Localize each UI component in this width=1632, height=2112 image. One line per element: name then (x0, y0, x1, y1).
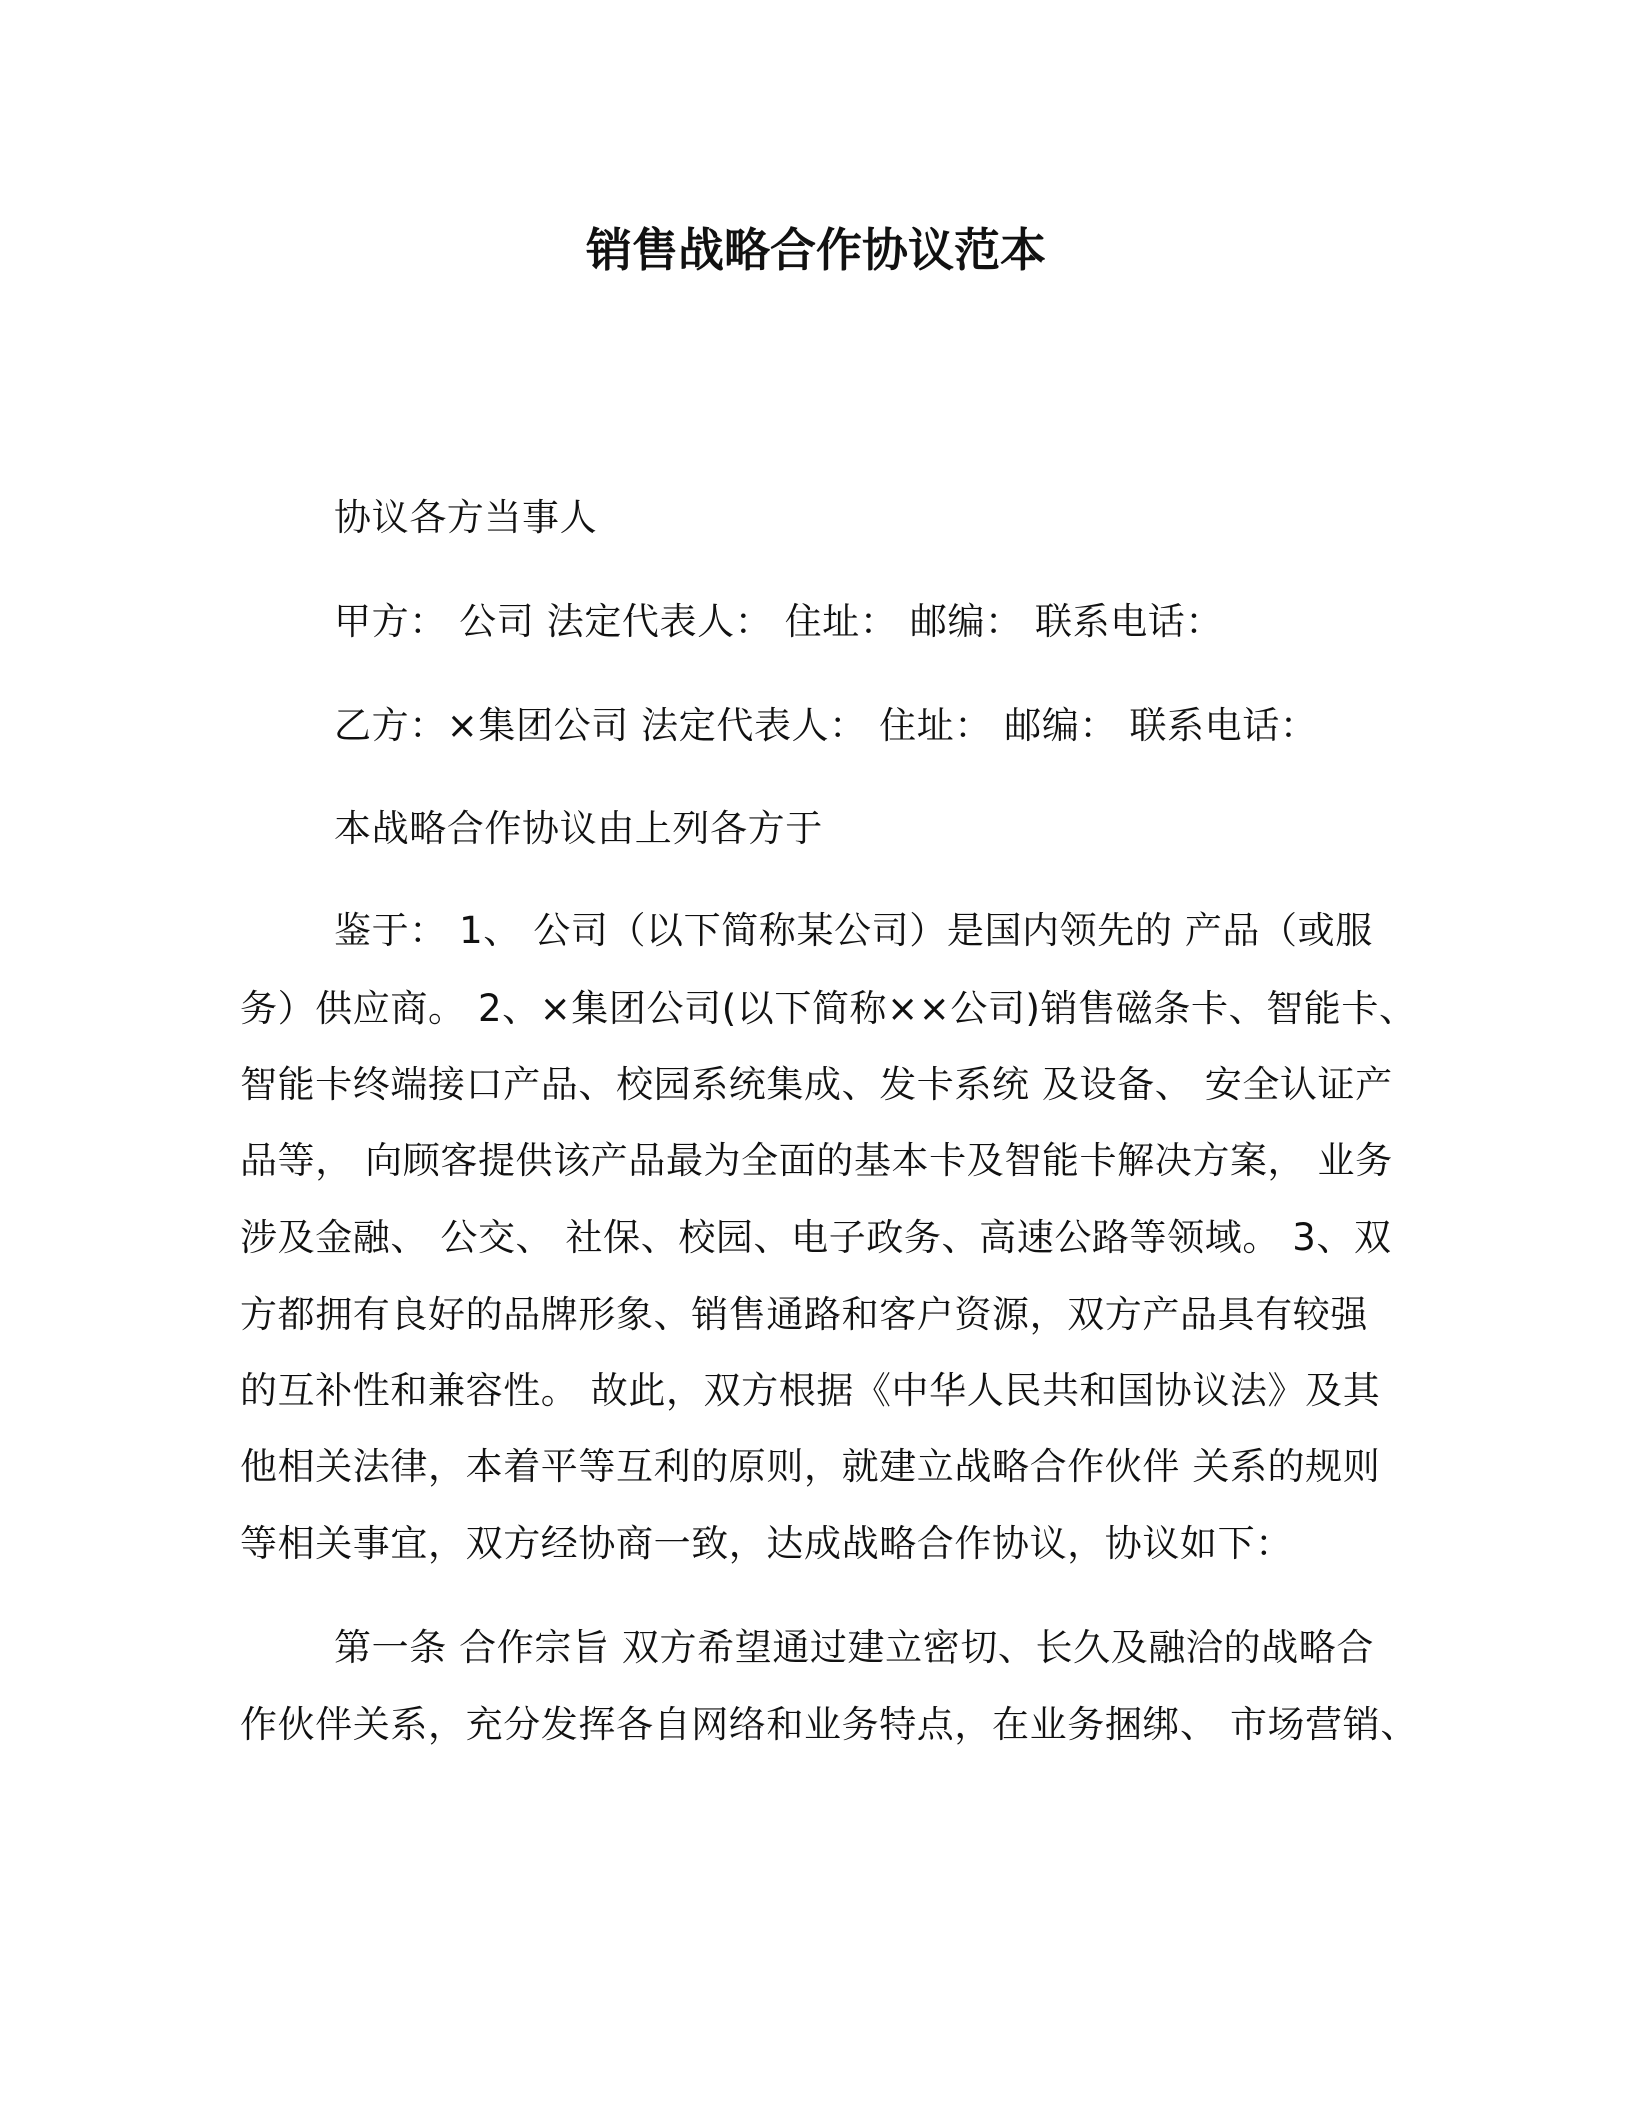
whereas-line: 鉴于： 1、 公司（以下简称某公司）是国内领先的 产品（或服 (334, 909, 1373, 952)
whereas-line: 智能卡终端接口产品、校园系统集成、发卡系统 及设备、 安全认证产 (240, 1063, 1393, 1106)
party-a-line: 甲方： 公司 法定代表人： 住址： 邮编： 联系电话： (334, 600, 1224, 643)
whereas-line: 务）供应商。 2、×集团公司(以下简称××公司)销售磁条卡、智能卡、 (240, 987, 1417, 1030)
whereas-line: 等相关事宜，双方经协商一致，达成战略合作协议，协议如下： (240, 1522, 1293, 1565)
document-title: 销售战略合作协议范本 (586, 223, 1046, 277)
whereas-line: 方都拥有良好的品牌形象、销售通路和客户资源，双方产品具有较强 (240, 1293, 1368, 1336)
article-1-line: 第一条 合作宗旨 双方希望通过建立密切、长久及融洽的战略合 (334, 1626, 1374, 1669)
whereas-line: 品等， 向顾客提供该产品最为全面的基本卡及智能卡解决方案， 业务 (240, 1139, 1393, 1182)
whereas-line: 的互补性和兼容性。 故此，双方根据《中华人民共和国协议法》及其 (240, 1369, 1381, 1412)
intro-line: 本战略合作协议由上列各方于 (334, 807, 823, 850)
whereas-line: 他相关法律，本着平等互利的原则，就建立战略合作伙伴 关系的规则 (240, 1445, 1381, 1488)
parties-heading: 协议各方当事人 (334, 496, 598, 539)
whereas-line: 涉及金融、 公交、 社保、校园、电子政务、高速公路等领域。 3、双 (240, 1216, 1392, 1259)
party-b-line: 乙方：×集团公司 法定代表人： 住址： 邮编： 联系电话： (334, 704, 1318, 747)
article-1-line: 作伙伴关系，充分发挥各自网络和业务特点，在业务捆绑、 市场营销、 (240, 1703, 1418, 1746)
